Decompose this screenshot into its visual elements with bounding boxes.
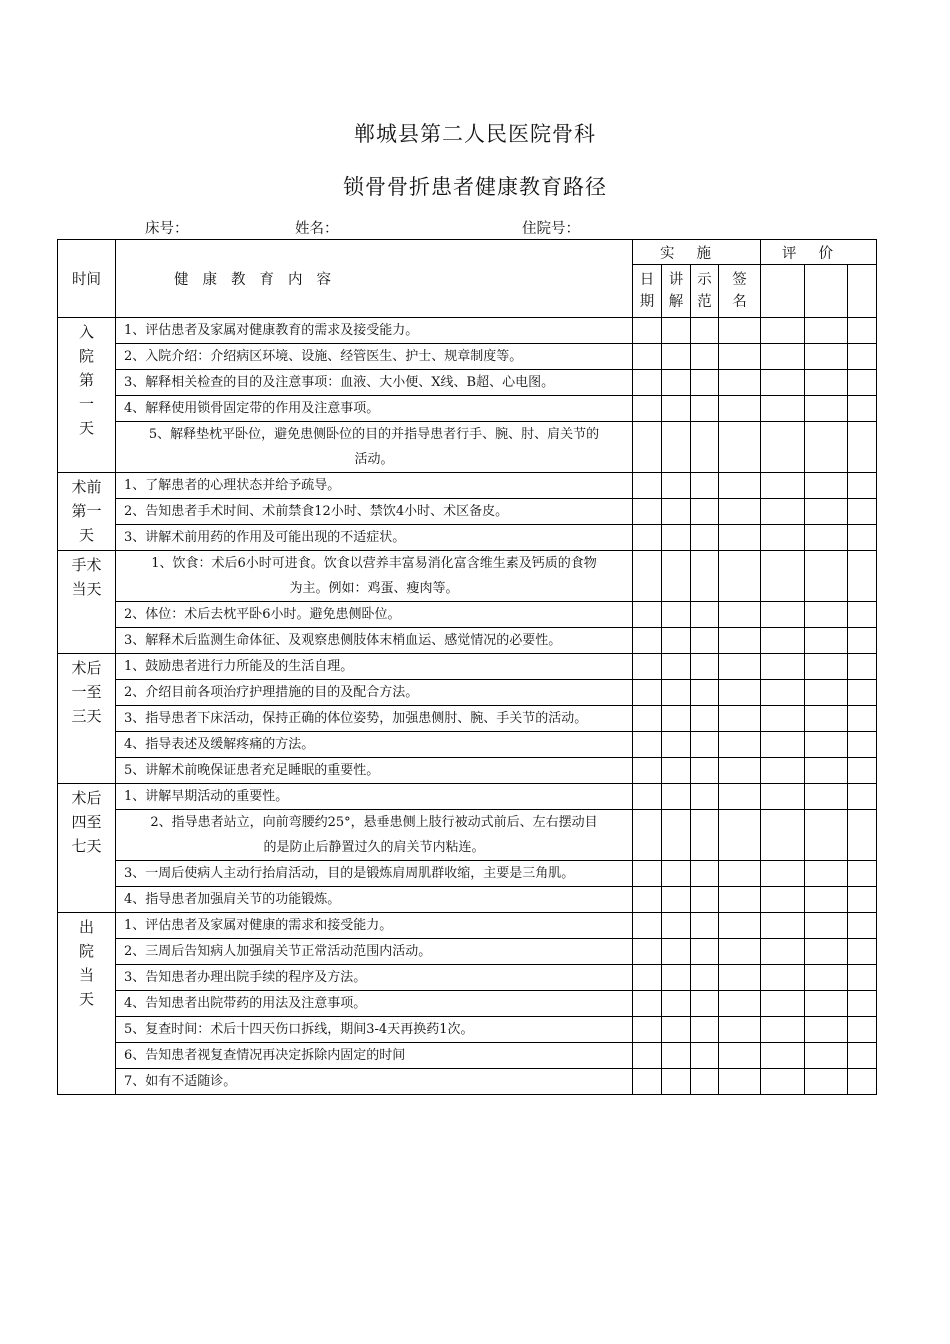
signature-header: 签 名 — [719, 265, 761, 318]
record-cell[interactable] — [633, 551, 662, 602]
record-cell[interactable] — [719, 939, 761, 965]
record-cell[interactable] — [719, 732, 761, 758]
record-cell[interactable] — [848, 758, 877, 784]
record-cell[interactable] — [633, 1043, 662, 1069]
record-cell[interactable] — [848, 344, 877, 370]
record-cell[interactable] — [805, 732, 848, 758]
record-cell[interactable] — [662, 1069, 691, 1095]
record-cell[interactable] — [719, 370, 761, 396]
record-cell[interactable] — [662, 1017, 691, 1043]
record-cell[interactable] — [805, 396, 848, 422]
phase-label: 出 院 当 天 — [58, 913, 116, 1095]
record-cell[interactable] — [662, 965, 691, 991]
table-row — [58, 965, 877, 991]
record-cell[interactable] — [633, 965, 662, 991]
record-cell[interactable] — [805, 370, 848, 396]
record-cell[interactable] — [691, 732, 719, 758]
patient-name-label: 姓名： — [295, 221, 339, 237]
table-row — [58, 1043, 877, 1069]
education-item: 2、告知患者手术时间、术前禁食12小时、禁饮4小时、术区备皮。 — [116, 499, 633, 525]
record-cell[interactable] — [662, 680, 691, 706]
record-cell[interactable] — [761, 991, 805, 1017]
record-cell[interactable] — [662, 939, 691, 965]
record-cell[interactable] — [633, 499, 662, 525]
education-item: 7、如有不适随诊。 — [116, 1069, 633, 1095]
record-cell[interactable] — [805, 706, 848, 732]
education-item: 4、指导表述及缓解疼痛的方法。 — [116, 732, 633, 758]
record-cell[interactable] — [848, 370, 877, 396]
record-cell[interactable] — [848, 654, 877, 680]
table-row — [58, 473, 877, 499]
record-cell[interactable] — [633, 784, 662, 810]
record-cell[interactable] — [805, 758, 848, 784]
record-cell[interactable] — [805, 344, 848, 370]
education-item: 4、告知患者出院带药的用法及注意事项。 — [116, 991, 633, 1017]
evaluation-cell-2 — [805, 265, 848, 318]
education-item: 2、指导患者站立，向前弯腰约25°，悬垂患侧上肢行被动式前后、左右摆动目 的是防止后静置过久的肩关节内粘连。 — [116, 810, 633, 861]
table-row — [58, 396, 877, 422]
record-cell[interactable] — [805, 422, 848, 473]
record-cell[interactable] — [691, 370, 719, 396]
phase-label: 入 院 第 一 天 — [58, 318, 116, 473]
record-cell[interactable] — [633, 525, 662, 551]
implementation-header: 实施 — [633, 240, 761, 265]
record-cell[interactable] — [719, 991, 761, 1017]
education-item: 2、入院介绍：介绍病区环境、设施、经管医生、护士、规章制度等。 — [116, 344, 633, 370]
phase-label: 术后 四至 七天 — [58, 784, 116, 913]
education-item: 1、鼓励患者进行力所能及的生活自理。 — [116, 654, 633, 680]
record-cell[interactable] — [719, 784, 761, 810]
education-item: 2、体位：术后去枕平卧6小时。避免患侧卧位。 — [116, 602, 633, 628]
record-cell[interactable] — [662, 602, 691, 628]
record-cell[interactable] — [662, 551, 691, 602]
record-cell[interactable] — [719, 654, 761, 680]
header-row-1 — [58, 240, 877, 265]
record-cell[interactable] — [662, 810, 691, 861]
record-cell[interactable] — [761, 939, 805, 965]
table-row — [58, 499, 877, 525]
education-item: 2、三周后告知病人加强肩关节正常活动范围内活动。 — [116, 939, 633, 965]
record-cell[interactable] — [848, 396, 877, 422]
record-cell[interactable] — [719, 344, 761, 370]
table-row — [58, 887, 877, 913]
record-cell[interactable] — [633, 810, 662, 861]
record-cell[interactable] — [662, 499, 691, 525]
record-cell[interactable] — [805, 1017, 848, 1043]
record-cell[interactable] — [662, 784, 691, 810]
record-cell[interactable] — [691, 810, 719, 861]
record-cell[interactable] — [761, 680, 805, 706]
record-cell[interactable] — [848, 913, 877, 939]
education-item: 3、解释术后监测生命体征、及观察患侧肢体末梢血运、感觉情况的必要性。 — [116, 628, 633, 654]
record-cell[interactable] — [761, 810, 805, 861]
record-cell[interactable] — [691, 939, 719, 965]
table-row — [58, 758, 877, 784]
record-cell[interactable] — [848, 861, 877, 887]
record-cell[interactable] — [805, 318, 848, 344]
record-cell[interactable] — [633, 654, 662, 680]
record-cell[interactable] — [719, 422, 761, 473]
record-cell[interactable] — [848, 939, 877, 965]
table-row — [58, 551, 877, 602]
record-cell[interactable] — [662, 396, 691, 422]
record-cell[interactable] — [719, 887, 761, 913]
table-row — [58, 344, 877, 370]
table-row — [58, 913, 877, 939]
record-cell[interactable] — [761, 784, 805, 810]
record-cell[interactable] — [761, 499, 805, 525]
record-cell[interactable] — [761, 732, 805, 758]
education-item: 1、饮食：术后6小时可进食。饮食以营养丰富易消化富含维生素及钙质的食物 为主。例如：鸡蛋、瘦肉等。 — [116, 551, 633, 602]
date-header: 日 期 — [633, 265, 662, 318]
record-cell[interactable] — [662, 370, 691, 396]
record-cell[interactable] — [719, 680, 761, 706]
education-item: 3、告知患者办理出院手续的程序及方法。 — [116, 965, 633, 991]
phase-label: 术后 一至 三天 — [58, 654, 116, 784]
education-item: 1、讲解早期活动的重要性。 — [116, 784, 633, 810]
education-item: 1、评估患者及家属对健康的需求和接受能力。 — [116, 913, 633, 939]
time-header: 时间 — [58, 240, 116, 318]
record-cell[interactable] — [805, 991, 848, 1017]
record-cell[interactable] — [633, 396, 662, 422]
phase-label: 手术 当天 — [58, 551, 116, 654]
record-cell[interactable] — [805, 939, 848, 965]
record-cell[interactable] — [662, 991, 691, 1017]
record-cell[interactable] — [633, 939, 662, 965]
record-cell[interactable] — [662, 1043, 691, 1069]
record-cell[interactable] — [691, 654, 719, 680]
record-cell[interactable] — [633, 1017, 662, 1043]
record-cell[interactable] — [691, 473, 719, 499]
record-cell[interactable] — [662, 887, 691, 913]
record-cell[interactable] — [633, 732, 662, 758]
record-cell[interactable] — [761, 473, 805, 499]
table-row — [58, 939, 877, 965]
record-cell[interactable] — [848, 422, 877, 473]
record-cell[interactable] — [633, 913, 662, 939]
bed-number-label: 床号： — [145, 221, 189, 237]
record-cell[interactable] — [633, 473, 662, 499]
table-row — [58, 706, 877, 732]
record-cell[interactable] — [761, 344, 805, 370]
record-cell[interactable] — [848, 991, 877, 1017]
record-cell[interactable] — [719, 551, 761, 602]
education-item: 4、指导患者加强肩关节的功能锻炼。 — [116, 887, 633, 913]
record-cell[interactable] — [805, 602, 848, 628]
education-item: 1、了解患者的心理状态并给予疏导。 — [116, 473, 633, 499]
record-cell[interactable] — [761, 965, 805, 991]
explain-header: 讲 解 — [662, 265, 691, 318]
record-cell[interactable] — [805, 525, 848, 551]
record-cell[interactable] — [848, 318, 877, 344]
record-cell[interactable] — [805, 861, 848, 887]
record-cell[interactable] — [633, 680, 662, 706]
record-cell[interactable] — [805, 680, 848, 706]
record-cell[interactable] — [691, 965, 719, 991]
education-item: 3、讲解术前用药的作用及可能出现的不适症状。 — [116, 525, 633, 551]
record-cell[interactable] — [848, 473, 877, 499]
record-cell[interactable] — [848, 1069, 877, 1095]
education-path-table — [57, 239, 877, 1095]
record-cell[interactable] — [805, 473, 848, 499]
record-cell[interactable] — [633, 602, 662, 628]
demonstrate-header: 示 范 — [691, 265, 719, 318]
table-row — [58, 991, 877, 1017]
record-cell[interactable] — [662, 706, 691, 732]
record-cell[interactable] — [691, 784, 719, 810]
table-row — [58, 861, 877, 887]
table-row — [58, 602, 877, 628]
record-cell[interactable] — [719, 318, 761, 344]
record-cell[interactable] — [662, 525, 691, 551]
record-cell[interactable] — [805, 887, 848, 913]
record-cell[interactable] — [633, 370, 662, 396]
record-cell[interactable] — [662, 473, 691, 499]
record-cell[interactable] — [719, 628, 761, 654]
record-cell[interactable] — [691, 887, 719, 913]
record-cell[interactable] — [848, 525, 877, 551]
record-cell[interactable] — [719, 602, 761, 628]
record-cell[interactable] — [761, 422, 805, 473]
education-item: 5、复查时间：术后十四天伤口拆线，期间3-4天再换药1次。 — [116, 1017, 633, 1043]
record-cell[interactable] — [633, 318, 662, 344]
record-cell[interactable] — [691, 318, 719, 344]
table-row — [58, 810, 877, 861]
record-cell[interactable] — [719, 1069, 761, 1095]
record-cell[interactable] — [848, 628, 877, 654]
record-cell[interactable] — [691, 758, 719, 784]
table-row — [58, 732, 877, 758]
record-cell[interactable] — [633, 628, 662, 654]
evaluation-header: 评价 — [761, 240, 877, 265]
education-item: 2、介绍目前各项治疗护理措施的目的及配合方法。 — [116, 680, 633, 706]
record-cell[interactable] — [719, 965, 761, 991]
record-cell[interactable] — [848, 499, 877, 525]
record-cell[interactable] — [761, 706, 805, 732]
record-cell[interactable] — [662, 318, 691, 344]
table-row — [58, 422, 877, 473]
record-cell[interactable] — [848, 551, 877, 602]
table-row — [58, 680, 877, 706]
record-cell[interactable] — [761, 525, 805, 551]
admission-number-label: 住院号： — [522, 221, 580, 237]
education-item: 3、一周后使病人主动行抬肩活动，目的是锻炼肩周肌群收缩，主要是三角肌。 — [116, 861, 633, 887]
record-cell[interactable] — [719, 1017, 761, 1043]
page-title: 郸城县第二人民医院骨科 — [354, 122, 596, 146]
record-cell[interactable] — [691, 1017, 719, 1043]
record-cell[interactable] — [633, 344, 662, 370]
record-cell[interactable] — [805, 499, 848, 525]
education-item: 5、讲解术前晚保证患者充足睡眠的重要性。 — [116, 758, 633, 784]
record-cell[interactable] — [848, 784, 877, 810]
record-cell[interactable] — [761, 913, 805, 939]
record-cell[interactable] — [662, 654, 691, 680]
record-cell[interactable] — [761, 758, 805, 784]
record-cell[interactable] — [719, 913, 761, 939]
record-cell[interactable] — [633, 422, 662, 473]
record-cell[interactable] — [848, 602, 877, 628]
record-cell[interactable] — [848, 680, 877, 706]
record-cell[interactable] — [805, 628, 848, 654]
record-cell[interactable] — [633, 758, 662, 784]
record-cell[interactable] — [805, 1043, 848, 1069]
record-cell[interactable] — [691, 706, 719, 732]
record-cell[interactable] — [633, 991, 662, 1017]
record-cell[interactable] — [691, 628, 719, 654]
record-cell[interactable] — [719, 706, 761, 732]
record-cell[interactable] — [805, 784, 848, 810]
table-row — [58, 1017, 877, 1043]
record-cell[interactable] — [805, 1069, 848, 1095]
record-cell[interactable] — [719, 525, 761, 551]
record-cell[interactable] — [848, 1043, 877, 1069]
record-cell[interactable] — [719, 473, 761, 499]
record-cell[interactable] — [848, 706, 877, 732]
record-cell[interactable] — [662, 344, 691, 370]
record-cell[interactable] — [761, 1017, 805, 1043]
table-row — [58, 1069, 877, 1095]
record-cell[interactable] — [761, 654, 805, 680]
record-cell[interactable] — [662, 628, 691, 654]
record-cell[interactable] — [691, 525, 719, 551]
record-cell[interactable] — [805, 810, 848, 861]
record-cell[interactable] — [805, 965, 848, 991]
education-item: 6、告知患者视复查情况再决定拆除内固定的时间 — [116, 1043, 633, 1069]
record-cell[interactable] — [761, 1069, 805, 1095]
record-cell[interactable] — [691, 344, 719, 370]
record-cell[interactable] — [691, 422, 719, 473]
table-row — [58, 654, 877, 680]
table-row — [58, 784, 877, 810]
record-cell[interactable] — [761, 628, 805, 654]
record-cell[interactable] — [691, 680, 719, 706]
record-cell[interactable] — [848, 732, 877, 758]
table-row — [58, 628, 877, 654]
record-cell[interactable] — [805, 913, 848, 939]
education-item: 3、指导患者下床活动，保持正确的体位姿势，加强患侧肘、腕、手关节的活动。 — [116, 706, 633, 732]
record-cell[interactable] — [761, 1043, 805, 1069]
record-cell[interactable] — [633, 861, 662, 887]
record-cell[interactable] — [719, 499, 761, 525]
record-cell[interactable] — [761, 370, 805, 396]
table-row — [58, 525, 877, 551]
education-item: 4、解释使用锁骨固定带的作用及注意事项。 — [116, 396, 633, 422]
record-cell[interactable] — [691, 991, 719, 1017]
education-item: 5、解释垫枕平卧位，避免患侧卧位的目的并指导患者行手、腕、肘、肩关节的 活动。 — [116, 422, 633, 473]
record-cell[interactable] — [719, 861, 761, 887]
record-cell[interactable] — [848, 887, 877, 913]
record-cell[interactable] — [662, 758, 691, 784]
record-cell[interactable] — [761, 861, 805, 887]
record-cell[interactable] — [761, 396, 805, 422]
record-cell[interactable] — [848, 1017, 877, 1043]
record-cell[interactable] — [761, 602, 805, 628]
record-cell[interactable] — [691, 1043, 719, 1069]
record-cell[interactable] — [691, 499, 719, 525]
record-cell[interactable] — [691, 551, 719, 602]
content-header: 健康教育内容 — [116, 240, 633, 318]
record-cell[interactable] — [662, 861, 691, 887]
record-cell[interactable] — [691, 861, 719, 887]
record-cell[interactable] — [719, 1043, 761, 1069]
evaluation-cell-3 — [848, 265, 877, 318]
record-cell[interactable] — [848, 965, 877, 991]
record-cell[interactable] — [633, 706, 662, 732]
record-cell[interactable] — [662, 422, 691, 473]
record-cell[interactable] — [691, 1069, 719, 1095]
record-cell[interactable] — [662, 913, 691, 939]
table-row — [58, 318, 877, 344]
phase-label: 术前 第一 天 — [58, 473, 116, 551]
record-cell[interactable] — [719, 396, 761, 422]
record-cell[interactable] — [662, 732, 691, 758]
education-item: 3、解释相关检查的目的及注意事项：血液、大小便、X线、B超、心电图。 — [116, 370, 633, 396]
record-cell[interactable] — [633, 1069, 662, 1095]
record-cell[interactable] — [805, 551, 848, 602]
evaluation-cell-1 — [761, 265, 805, 318]
record-cell[interactable] — [761, 551, 805, 602]
record-cell[interactable] — [761, 318, 805, 344]
record-cell[interactable] — [691, 602, 719, 628]
record-cell[interactable] — [719, 758, 761, 784]
table-row — [58, 370, 877, 396]
record-cell[interactable] — [805, 654, 848, 680]
record-cell[interactable] — [761, 887, 805, 913]
record-cell[interactable] — [633, 887, 662, 913]
record-cell[interactable] — [848, 810, 877, 861]
record-cell[interactable] — [719, 810, 761, 861]
record-cell[interactable] — [691, 396, 719, 422]
record-cell[interactable] — [691, 913, 719, 939]
page-subtitle: 锁骨骨折患者健康教育路径 — [343, 175, 607, 199]
education-item: 1、评估患者及家属对健康教育的需求及接受能力。 — [116, 318, 633, 344]
